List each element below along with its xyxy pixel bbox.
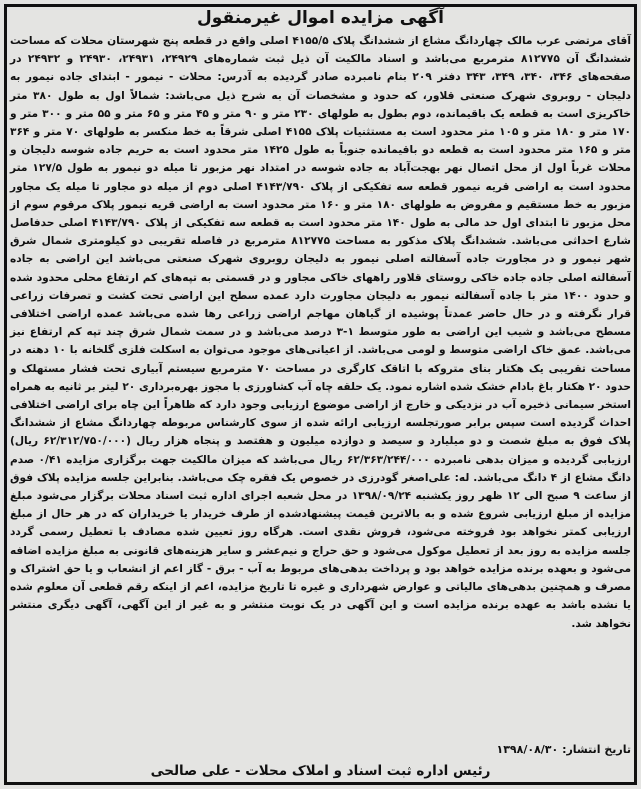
signature-line: رئیس اداره ثبت اسناد و املاک محلات - علی صالحی <box>150 763 491 779</box>
notice-footer <box>10 741 631 781</box>
notice-content <box>10 6 631 781</box>
publication-date: تاریخ انتشار: ۱۳۹۸/۰۸/۳۰ <box>496 743 631 756</box>
notice-body: آقای مرتضی عرب مالک چهاردانگ مشاع از ششدانگ پلاک ۴۱۵۵/۵ اصلی واقع در قطعه پنج شهرستان محلات که مساحت ششدانگ آن ۸۱۲۷۷۵ مترمربع می‌باشد و اسناد مالکیت آن ذیل ثبت شماره‌های ۲۴۹۲۹، ۲۴۹۳۱، ۲۴۹۳۰ و ۲۴۹۳۲ در صفحه‌های ۳۴۶، ۳۴۰، ۳۴۹، ۳۴۳ دفتر ۲۰۹ بنام نامبرده صادر گردیده به آدرس: محلات - نیمور - ابتدای جاده نیمور به دلیجان - روبروی شهرک صنعتی قلاور، که حدود و مشخصات آن به شرح ذیل می‌باشد: شمالاً اول به طول ۳۸۰ متر خاکریزی است به قطعه یک باقیمانده، دوم بطول به طولهای ۲۳۰ متر و ۹۰ متر و ۴۵ متر و ۶۵ متر و ۵۵ متر و ۳۰۰ متر و ۱۷۰ متر و ۱۸۰ متر و ۱۰۵ متر محدود است به مستثنیات پلاک ۴۱۵۵ اصلی شرقاً به خط منکسر به طولهای ۷۰ متر و ۳۶۴ متر و ۱۶۵ متر محدود است به قطعه دو باقیمانده جنوباً به طول ۱۴۲۵ متر محدود است به حریم جاده شوسه دلیجان و محلات غرباً اول از محل اتصال نهر بهجت‌آباد به جاده شوسه در امتداد نهر مزبور تا میله دو نیمور به طول ۱۲۷/۵ متر محدود است به اراضی قریه نیمور قطعه سه تفکیکی از پلاک ۴۱۴۳/۷۹۰ اصلی دوم از میله دو مجاور تا میله یک مجاور مزبور به خط مستقیم و مفروض به طولهای ۱۸۰ متر و ۱۶۰ متر محدود است به اراضی قریه نیمور پلاک مرقوم سوم از محل مزبور تا ابتدای اول حد مالی به طول ۱۴۰ متر محدود است به قطعه سه تفکیکی از پلاک ۴۱۴۳/۷۹۰ اصلی حدفاصل شارع احداثی می‌باشد. ششدانگ پلاک مذکور به مساحت ۸۱۲۷۷۵ مترمربع در فاصله تقریبی دو کیلومتری شمال شرق شهر نیمور و در مجاورت جاده آسفالته اصلی نیمور به دلیجان روبروی شهرک صنعتی می‌باشد این اراضی به جاده آسفالته اصلی جاده جاده خاکی روستای قلاور راههای خاکی مجاور و در قسمتی به تپه‌های کم ارتفاع محلی محدود شده و حدود ۱۴۰۰ متر با جاده آسفالته نیمور به دلیجان مجاورت دارد عمده سطح این اراضی تحت کشت و تصرفات زراعی قرار نگرفته و در حال حاضر عمدتاً پوشیده از گیاهان مهاجم اراضی زراعی رها شده می‌باشد عمده اراضی اختلافی مسطح می‌باشد و شیب این اراضی به طور متوسط ۱-۳ درصد می‌باشد و در سمت شمال شرق چند تپه کم ارتفاع نیز می‌باشد. عمق خاک اراضی متوسط و لومی می‌باشد. از اعیانی‌های موجود می‌توان به اسکلت فلزی گلخانه با ۱۰ دهنه در مساحت تقریبی یک هکتار بنای متروکه با اتاقک کارگری در مساحت ۷۰ مترمربع سیستم آبیاری تحت فشار مستهلک و حدود ۲۰ هکتار باغ بادام خشک شده اشاره نمود. یک حلقه چاه آب کشاورزی با مجوز بهره‌برداری ۲۰ لیتر بر ثانیه به همراه استخر سیمانی ذخیره آب در نزدیکی و خارج از اراضی موضوع ارزیابی وجود دارد که ظاهراً این چاه برای اراضی اختلافی احداث گردیده است سپس برابر صورتجلسه ارزیابی ارائه شده از سوی کارشناس مربوطه چهاردانگ مشاع از ششدانگ پلاک فوق به مبلغ شصت و دو میلیارد و سیصد و دوازده میلیون و هفتصد و پنجاه هزار ریال (۶۲/۳۱۲/۷۵۰/۰۰۰ ریال) ارزیابی گردیده و میزان بدهی نامبرده ۶۲/۳۶۳/۲۴۴/۰۰۰ ریال می‌باشد که میزان مالکیت جهت برگزاری مزایده ۰/۴۱ صدم دانگ مشاع از ۴ دانگ می‌باشد. له: علی‌اصغر گودرزی در خصوص یک فقره چک می‌باشد. بنابراین جلسه مزایده پلاک فوق از ساعت ۹ صبح الی ۱۲ ظهر روز یکشنبه ۱۳۹۸/۰۹/۲۴ در محل شعبه اجرای اداره ثبت اسناد محلات برگزار می‌شود مبلغ مزایده از مبلغ ارزیابی شروع شده و به بالاترین قیمت پیشنهادشده از طرف خریدار یا خریداران که در هر حال از مبلغ ارزیابی کمتر نخواهد بود فروخته می‌شود، فروش نقدی است. هرگاه روز تعیین شده مصادف با تعطیل رسمی گردد جلسه مزایده به روز بعد از تعطیل موکول می‌شود و حق حراج و نیم‌عشر و سایر هزینه‌های قانونی به مبلغ مزایده اضافه می‌شود و بعهده برنده مزایده خواهد بود و پرداخت بدهی‌های مربوط به آب - برق - گاز اعم از انشعاب و یا حق اشتراک و مصرف و همچنین بدهی‌های مالیاتی و عوارض شهرداری و غیره تا تاریخ مزایده، اعم از اینکه رقم قطعی آن معلوم شده یا نشده باشد به عهده برنده مزایده است و این آگهی در یک نوبت منتشر و به غیر از این آگهی، آگهی دیگری منتشر نخواهد شد. <box>10 35 632 630</box>
notice-title: آگهی مزایده اموال غیرمنقول <box>197 8 444 28</box>
